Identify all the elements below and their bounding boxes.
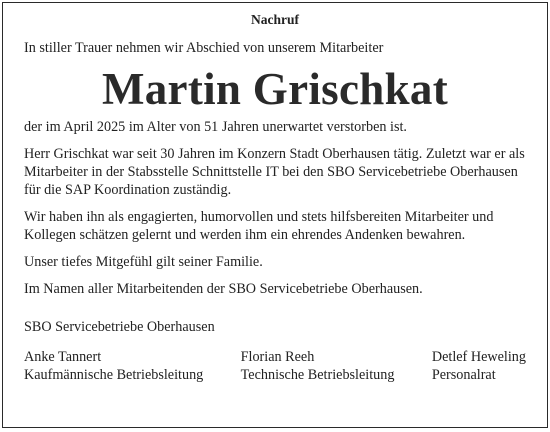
death-line: der im April 2025 im Alter von 51 Jahren unerwartet verstorben ist. [24, 119, 407, 135]
deceased-name: Martin Grischkat [101, 64, 448, 114]
organization-name: SBO Servicebetriebe Oberhausen [24, 319, 215, 335]
obituary-notice [2, 2, 548, 428]
signer [24, 348, 203, 384]
signer [432, 348, 526, 384]
signer-role: Personalrat [431, 367, 496, 383]
tribute-paragraph: Wir haben ihn als engagierten, humorvollen und stets hilfsbereiten Mitarbeiter und Kollegen schätzen gelernt und werden ihm ein ehrendes Andenken bewahren. [24, 209, 494, 243]
signer [241, 348, 395, 384]
signer-name: Anke Tannert [24, 349, 102, 365]
sympathy-paragraph: Unser tiefes Mitgefühl gilt seiner Familie. [24, 254, 263, 270]
notice-heading: Nachruf [251, 12, 299, 27]
signer-role: Kaufmännische Betriebsleitung [24, 367, 204, 383]
on-behalf-paragraph: Im Namen aller Mitarbeitenden der SBO Servicebetriebe Oberhausen. [24, 281, 423, 297]
signer-name: Florian Reeh [240, 349, 315, 365]
signers-row [24, 348, 526, 384]
intro-line: In stiller Trauer nehmen wir Abschied von unserem Mitarbeiter [24, 40, 384, 56]
career-paragraph: Herr Grischkat war seit 30 Jahren im Konzern Stadt Oberhausen tätig. Zuletzt war er als Mitarbeiter in der Stabsstelle Schnittstelle IT bei den SBO Servicebetriebe Oberhausen für die SAP Koordination zuständig. [24, 146, 525, 198]
signer-role: Technische Betriebsleitung [240, 367, 395, 383]
signer-name: Detlef Heweling [431, 349, 526, 365]
